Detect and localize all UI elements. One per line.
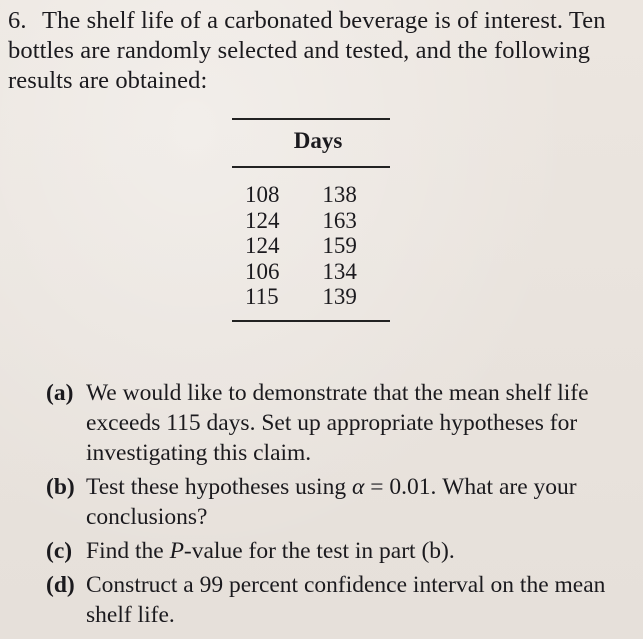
part-text: We would like to demonstrate that the mean shelf life exceeds 115 days. Set up appropriate hypotheses for investigating this claim. — [86, 380, 589, 466]
table-header-rule — [232, 166, 390, 168]
table-header: Days — [293, 128, 343, 153]
table-cell: 106 — [245, 258, 280, 284]
part-text-segment: Find the — [86, 538, 170, 564]
table-cell: 124 — [245, 233, 280, 258]
part-text-segment: Test these hypotheses using — [86, 474, 352, 500]
table-row — [232, 259, 390, 285]
table-cell: 139 — [322, 284, 357, 309]
table-row — [232, 182, 390, 208]
part-b — [46, 472, 636, 532]
part-text-segment: -value for the test in part (b). — [183, 538, 455, 564]
table-cell: 163 — [322, 207, 357, 233]
question-parts — [46, 378, 636, 634]
part-text-segment: = 0.01. What are your conclusions? — [86, 474, 577, 530]
problem-intro-text: The shelf life of a carbonated beverage is of interest. Ten bottles are randomly selected and tested, and the following results are obtained: — [8, 7, 606, 94]
part-label: (d) — [46, 572, 75, 598]
table-cell: 108 — [245, 182, 280, 207]
table-body — [232, 182, 390, 310]
part-text — [86, 472, 636, 532]
table-row — [232, 284, 390, 310]
part-label: (c) — [46, 538, 73, 564]
table-cell: 138 — [322, 182, 357, 207]
part-label: (a) — [46, 380, 74, 406]
part-text: Construct a 99 percent confidence interval on the mean shelf life. — [86, 572, 606, 628]
data-table — [232, 118, 390, 322]
part-a — [46, 378, 636, 468]
table-row — [232, 233, 390, 259]
table-cell: 115 — [245, 284, 279, 309]
table-bottom-rule — [232, 320, 390, 322]
table-cell: 124 — [245, 207, 280, 233]
alpha-symbol: α — [351, 474, 365, 500]
table-top-rule — [232, 118, 390, 120]
problem-number: 6. — [8, 7, 27, 34]
problem-statement — [8, 6, 638, 96]
part-label: (b) — [46, 474, 75, 500]
table-row — [232, 208, 390, 234]
part-text — [86, 536, 636, 566]
table-cell: 134 — [322, 258, 357, 284]
part-d — [46, 570, 636, 630]
table-cell: 159 — [322, 233, 357, 258]
part-c — [46, 536, 636, 566]
p-symbol: P — [169, 538, 184, 564]
